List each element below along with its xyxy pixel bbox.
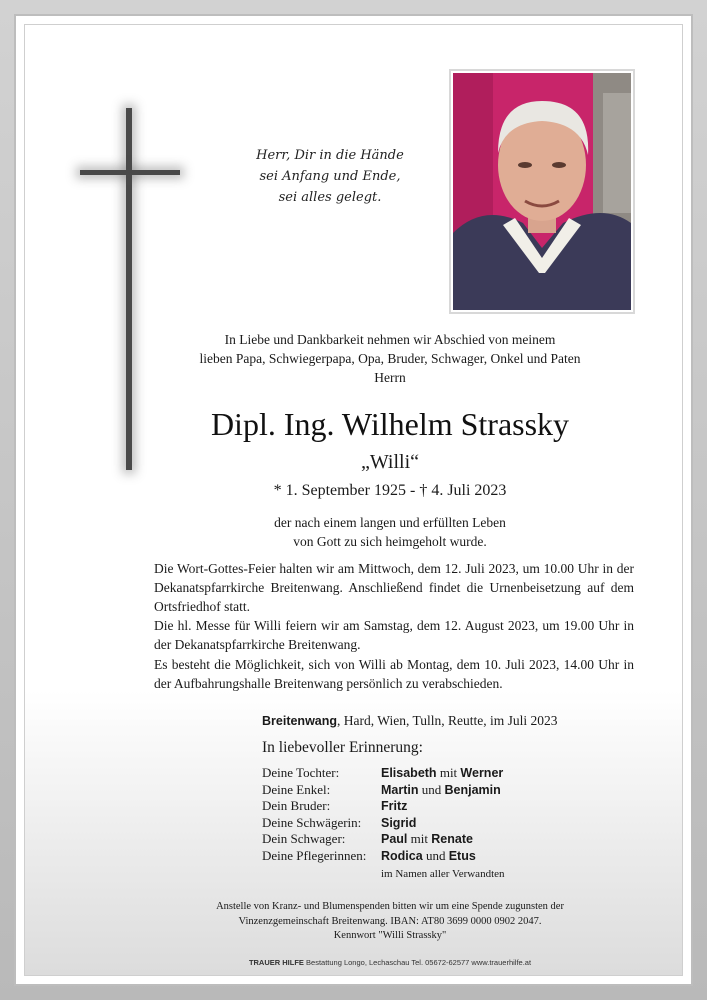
family-name: Rodica [381,848,423,863]
portrait-photo [449,69,635,314]
family-name: Martin [381,782,419,797]
place-rest: , Hard, Wien, Tulln, Reutte, im Juli 2023 [337,713,558,728]
footer-imprint [150,958,630,968]
farewell-paragraph: Es besteht die Möglichkeit, sich von Willi ab Montag, dem 10. Juli 2023, 14.00 Uhr in der Aufbahrungshalle Breitenwang persönlich zu verabschieden. [154,657,634,691]
family-name: Paul [381,832,408,847]
family-name: Etus [448,848,476,863]
intro-line: In Liebe und Dankbarkeit nehmen wir Abschied von meinem [224,332,556,347]
memory-heading: In liebevoller Erinnerung: [262,739,423,756]
verse-line: sei Anfang und Ende, [259,169,401,184]
life-dates: * 1. September 1925 - † 4. Juli 2023 [273,482,507,499]
funeral-service-paragraph: Die Wort-Gottes-Feier halten wir am Mittwoch, dem 12. Juli 2023, um 10.00 Uhr in der Dekanatspfarrkirche Breitenwang. Anschließend findet die Urnenbeisetzung auf dem Ortsfriedhof statt. [154,561,634,614]
donation-line: Kennwort "Willi Strassky" [333,930,447,941]
mass-paragraph: Die hl. Messe für Willi feiern wir am Samstag, dem 12. August 2023, um 19.00 Uhr in der Dekanatspfarrkirche Breitenwang. [154,618,634,652]
family-relation: Deine Pflegerinnen: [262,847,367,863]
family-name: Fritz [381,799,408,814]
family-name: Renate [431,832,473,847]
family-extra: im Namen aller Verwandten [381,868,505,880]
intro-text [150,330,630,387]
family-joiner: mit [407,831,432,847]
family-relation: Deine Schwägerin: [262,814,362,830]
family-name: Werner [460,766,504,781]
family-joiner: und [418,781,445,797]
donation-note [150,900,630,944]
family-row [262,815,652,832]
family-name: Sigrid [381,815,417,830]
afterlife-text [150,513,630,551]
footer-rest: Bestattung Longo, Lechaschau Tel. 05672-62577 www.trauerhilfe.at [303,958,532,967]
deceased-name: Dipl. Ing. Wilhelm Strassky [210,406,570,442]
afterlife-line: der nach einem langen und erfüllten Leben [274,515,506,530]
family-joiner: mit [436,765,461,781]
donation-line: Vinzenzgemeinschaft Breitenwang. IBAN: AT80 3699 0000 0902 2047. [238,915,542,927]
family-row [262,765,652,782]
verse [230,145,430,208]
donation-line: Anstelle von Kranz- und Blumenspenden bitten wir um eine Spende zugunsten der [216,901,564,912]
family-row [262,848,652,865]
family-list [262,765,652,882]
family-relation: Deine Enkel: [262,781,331,797]
family-row [262,798,652,815]
family-name: Elisabeth [381,766,437,781]
family-relation: Deine Tochter: [262,765,340,781]
afterlife-line: von Gott zu sich heimgeholt wurde. [293,534,487,549]
place-bold: Breitenwang [262,714,338,728]
family-relation: Dein Schwager: [262,831,346,847]
verse-line: Herr, Dir in die Hände [256,148,404,163]
nickname: „Willi“ [360,451,420,473]
family-name: Benjamin [444,782,501,797]
family-row [262,782,652,799]
family-joiner: und [422,847,449,863]
footer-brand: TRAUER HILFE [248,958,304,967]
verse-line: sei alles gelegt. [278,190,382,205]
family-relation: Dein Bruder: [262,798,331,814]
family-row [262,831,652,848]
intro-line: lieben Papa, Schwiegerpapa, Opa, Bruder, Schwager, Onkel und Paten [199,351,581,366]
intro-line: Herrn [374,370,406,385]
portrait-image [453,73,631,310]
place-date-line [262,711,642,731]
